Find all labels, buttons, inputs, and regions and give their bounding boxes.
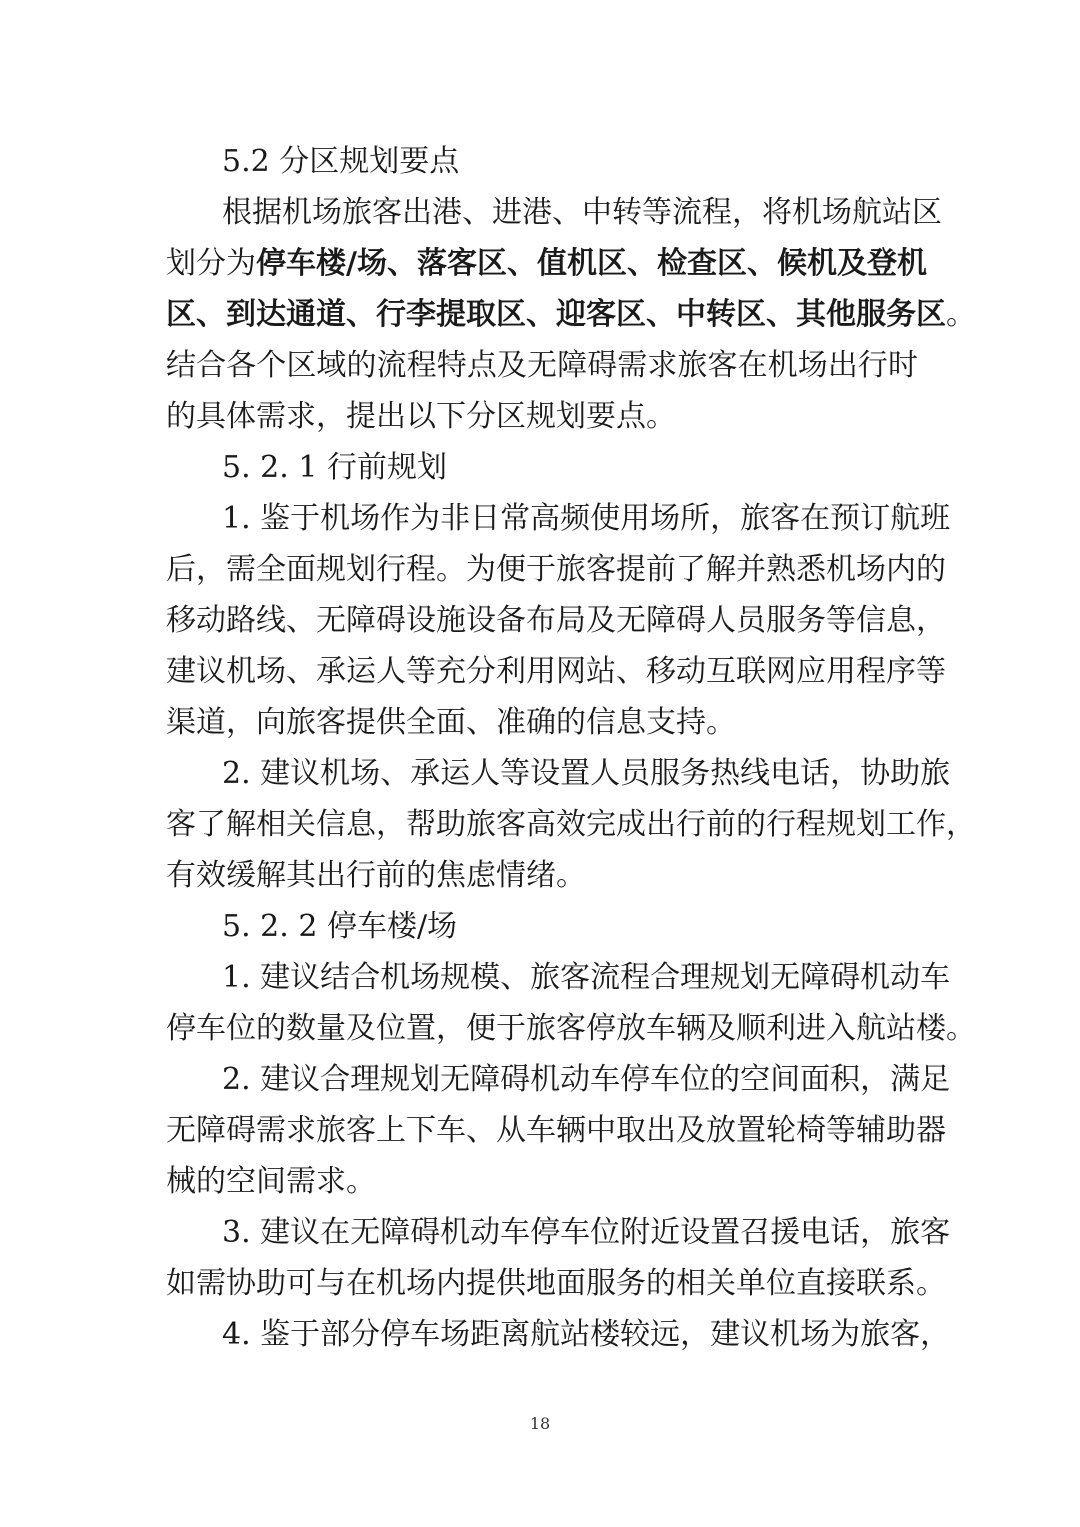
list-item-line: 客了解相关信息，帮助旅客高效完成出行前的行程规划工作， (166, 807, 976, 842)
text-normal: 划分为 (166, 246, 256, 281)
list-item-line: 移动路线、无障碍设施设备布局及无障碍人员服务等信息， (166, 603, 946, 638)
zone-list-bold: 区、到达通道、行李提取区、迎客区、中转区、其他服务区 (166, 297, 946, 332)
list-item-line: 2. 建议机场、承运人等设置人员服务热线电话，协助旅 (222, 756, 951, 791)
page-number: 18 (529, 1414, 551, 1433)
list-item-line: 械的空间需求。 (166, 1164, 376, 1199)
list-item-line: 2. 建议合理规划无障碍机动车停车位的空间面积，满足 (222, 1062, 951, 1097)
paragraph-line: 的具体需求，提出以下分区规划要点。 (166, 399, 676, 434)
list-item-line: 建议机场、承运人等充分利用网站、移动互联网应用程序等 (166, 654, 946, 689)
zone-list-bold: 停车楼/场、落客区、值机区、检查区、候机及登机 (256, 246, 927, 281)
page-content (166, 136, 976, 1360)
paragraph-line-zones-1 (166, 238, 927, 289)
text-normal: 。 (946, 297, 976, 332)
list-item-line: 停车位的数量及位置，便于旅客停放车辆及顺利进入航站楼。 (166, 1011, 976, 1046)
list-item-line: 无障碍需求旅客上下车、从车辆中取出及放置轮椅等辅助器 (166, 1113, 946, 1148)
list-item-line: 如需协助可与在机场内提供地面服务的相关单位直接联系。 (166, 1266, 946, 1301)
list-item-line: 3. 建议在无障碍机动车停车位附近设置召援电话，旅客 (222, 1215, 951, 1250)
paragraph-line: 根据机场旅客出港、进港、中转等流程，将机场航站区 (222, 195, 942, 230)
section-heading-5-2-2: 5. 2. 2 停车楼/场 (222, 909, 458, 944)
section-heading-5-2-1: 5. 2. 1 行前规划 (222, 450, 447, 485)
list-item-line: 1. 鉴于机场作为非日常高频使用场所，旅客在预订航班 (222, 501, 951, 536)
list-item-line: 后，需全面规划行程。为便于旅客提前了解并熟悉机场内的 (166, 552, 946, 587)
list-item-line: 4. 鉴于部分停车场距离航站楼较远，建议机场为旅客， (222, 1317, 951, 1352)
paragraph-line: 结合各个区域的流程特点及无障碍需求旅客在机场出行时 (166, 348, 918, 383)
list-item-line: 1. 建议结合机场规模、旅客流程合理规划无障碍机动车 (222, 960, 951, 995)
list-item-line: 渠道，向旅客提供全面、准确的信息支持。 (166, 705, 736, 740)
paragraph-line-zones-2 (166, 289, 976, 340)
list-item-line: 有效缓解其出行前的焦虑情绪。 (166, 858, 586, 893)
section-heading-5-2: 5.2 分区规划要点 (222, 144, 460, 179)
